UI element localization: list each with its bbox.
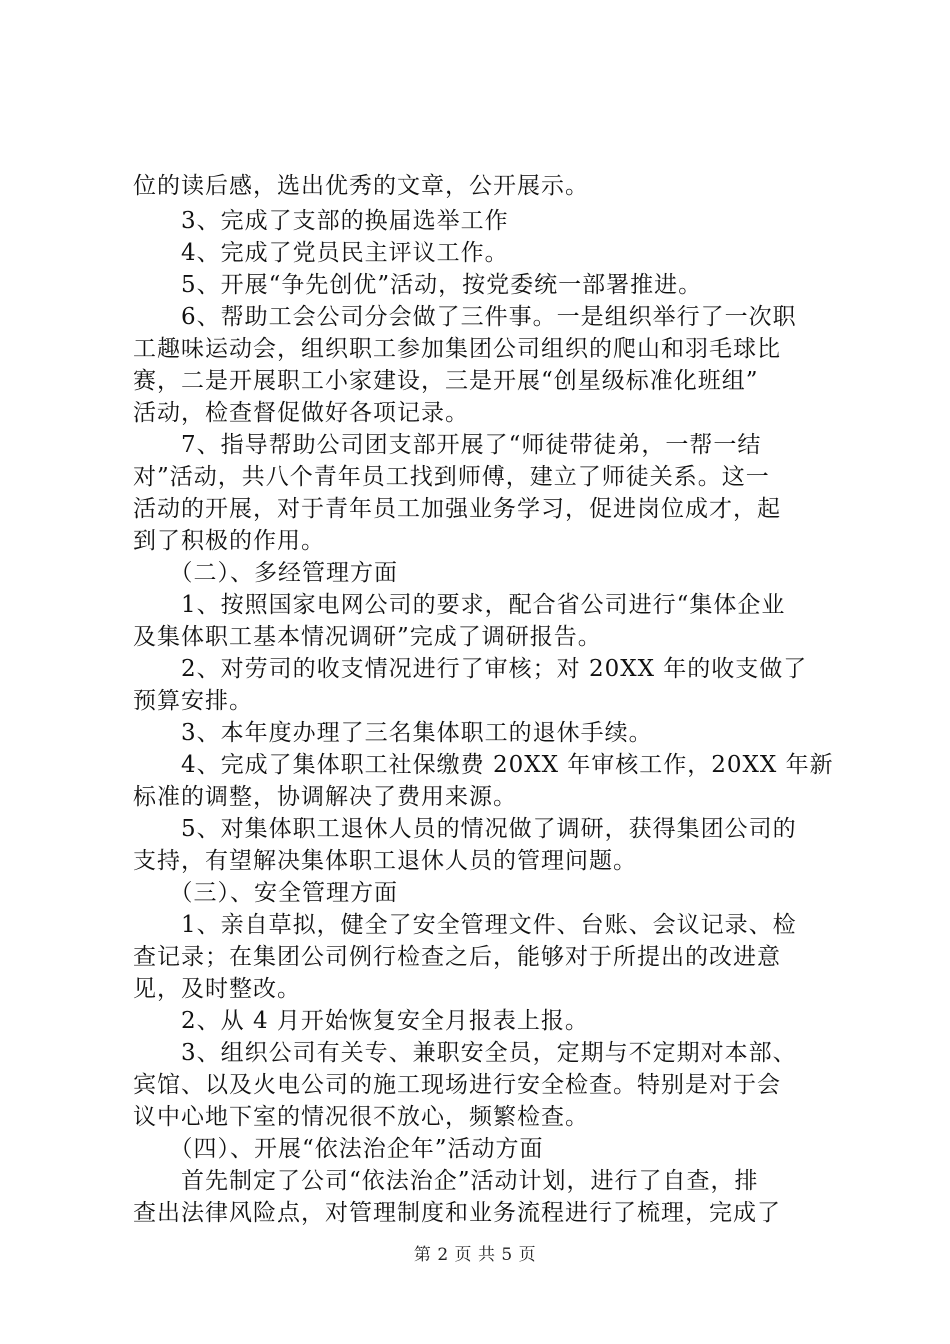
- text-line: 4、完成了党员民主评议工作。: [133, 240, 509, 266]
- text-line: 到了积极的作用。: [133, 528, 325, 554]
- text-line: 2、从 4 月开始恢复安全月报表上报。: [133, 1008, 589, 1034]
- text-line: 位的读后感，选出优秀的文章，公开展示。: [133, 173, 589, 199]
- text-line: 预算安排。: [133, 688, 253, 714]
- text-line: 对”活动，共八个青年员工找到师傅，建立了师徒关系。这一: [133, 464, 770, 490]
- text-line: 标准的调整，协调解决了费用来源。: [133, 784, 517, 810]
- text-line: 工趣味运动会，组织职工参加集团公司组织的爬山和羽毛球比: [133, 336, 781, 362]
- text-line: 3、完成了支部的换届选举工作: [133, 208, 509, 234]
- page-number-footer: 第 2 页 共 5 页: [413, 1245, 537, 1265]
- text-line: 1、亲自草拟，健全了安全管理文件、台账、会议记录、检: [133, 912, 797, 938]
- text-line: 赛，二是开展职工小家建设，三是开展“创星级标准化班组”: [133, 368, 759, 394]
- text-line: 及集体职工基本情况调研”完成了调研报告。: [133, 624, 602, 650]
- text-line: 活动，检查督促做好各项记录。: [133, 400, 469, 426]
- text-line: 5、开展“争先创优”活动，按党委统一部署推进。: [133, 272, 703, 298]
- text-line: 6、帮助工会公司分会做了三件事。一是组织举行了一次职: [133, 304, 797, 330]
- section-heading: （三）、安全管理方面: [133, 880, 398, 906]
- section-heading: （二）、多经管理方面: [133, 560, 398, 586]
- text-line: 5、对集体职工退休人员的情况做了调研，获得集团公司的: [133, 816, 797, 842]
- text-line: 首先制定了公司“依法治企”活动计划，进行了自查，排: [133, 1168, 759, 1194]
- text-line: 3、本年度办理了三名集体职工的退休手续。: [133, 720, 653, 746]
- text-line: 3、组织公司有关专、兼职安全员，定期与不定期对本部、: [133, 1040, 797, 1066]
- text-line: 4、完成了集体职工社保缴费 20XX 年审核工作，20XX 年新: [133, 752, 834, 778]
- text-line: 支持，有望解决集体职工退休人员的管理问题。: [133, 848, 637, 874]
- text-line: 查出法律风险点，对管理制度和业务流程进行了梳理，完成了: [133, 1200, 781, 1226]
- text-line: 活动的开展，对于青年员工加强业务学习，促进岗位成才，起: [133, 496, 781, 522]
- text-line: 见，及时整改。: [133, 976, 301, 1002]
- text-line: 议中心地下室的情况很不放心，频繁检查。: [133, 1104, 589, 1130]
- text-line: 2、对劳司的收支情况进行了审核；对 20XX 年的收支做了: [133, 656, 808, 682]
- text-line: 7、指导帮助公司团支部开展了“师徒带徒弟，一帮一结: [133, 432, 762, 458]
- section-heading: （四）、开展“依法治企年”活动方面: [133, 1136, 544, 1162]
- text-line: 1、按照国家电网公司的要求，配合省公司进行“集体企业: [133, 592, 786, 618]
- text-line: 宾馆、以及火电公司的施工现场进行安全检查。特别是对于会: [133, 1072, 781, 1098]
- text-line: 查记录；在集团公司例行检查之后，能够对于所提出的改进意: [133, 944, 781, 970]
